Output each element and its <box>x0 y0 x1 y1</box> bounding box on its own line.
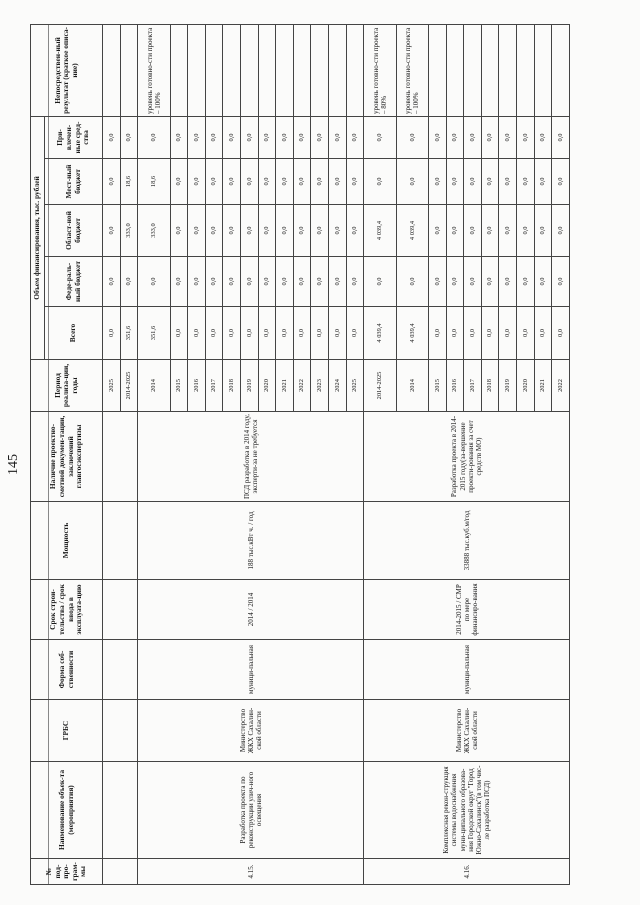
cell-attracted: 0,0 <box>276 116 294 158</box>
cell-regional: 0,0 <box>464 205 482 257</box>
cell-regional: 0,0 <box>517 205 535 257</box>
cell-total: 351,6 <box>138 307 170 360</box>
cell-result: уровень готовно-сти проекта – 100% <box>138 24 170 116</box>
cell-local: 0,0 <box>429 159 447 205</box>
cell-federal: 0,0 <box>446 257 464 307</box>
cell-federal: 0,0 <box>499 257 517 307</box>
cell-period: 2019 <box>499 360 517 412</box>
cell-result <box>552 24 570 116</box>
cell-local: 0,0 <box>188 159 206 205</box>
cell-federal: 0,0 <box>481 257 499 307</box>
header-row-group <box>31 24 45 884</box>
cell-period: 2017 <box>205 360 223 412</box>
project-psd: Разработка проекта в 2014-2015 году(за-вершение проекти-рования за счет средств МО) <box>364 412 570 502</box>
cell-regional: 0,0 <box>276 205 294 257</box>
cell-result <box>534 24 552 116</box>
cell-federal: 0,0 <box>205 257 223 307</box>
cell-regional: 0,0 <box>429 205 447 257</box>
cell-regional: 0,0 <box>170 205 188 257</box>
cell-attracted: 0,0 <box>328 116 346 158</box>
cell-regional: 0,0 <box>499 205 517 257</box>
cell-regional: 0,0 <box>205 205 223 257</box>
cell-attracted: 0,0 <box>258 116 276 158</box>
cell-total: 0,0 <box>311 307 329 360</box>
cell-total: 0,0 <box>499 307 517 360</box>
cell-result <box>481 24 499 116</box>
cell-federal: 0,0 <box>120 257 138 307</box>
cell-local: 0,0 <box>293 159 311 205</box>
cell-total: 4 039,4 <box>364 307 396 360</box>
cell-period: 2025 <box>346 360 364 412</box>
cell-federal: 0,0 <box>534 257 552 307</box>
table-row <box>103 24 121 884</box>
cell-regional: 4 039,4 <box>364 205 396 257</box>
cell-result <box>103 24 121 116</box>
cell-local: 0,0 <box>170 159 188 205</box>
cell-attracted: 0,0 <box>188 116 206 158</box>
cell-federal: 0,0 <box>170 257 188 307</box>
cell-federal: 0,0 <box>552 257 570 307</box>
cell-federal: 0,0 <box>464 257 482 307</box>
cell-total: 4 039,4 <box>396 307 428 360</box>
cell-result: уровень готовно-сти проекта – 100% <box>396 24 428 116</box>
cell-attracted: 0,0 <box>311 116 329 158</box>
cell-local: 18,6 <box>138 159 170 205</box>
cell-regional: 0,0 <box>258 205 276 257</box>
cell-period: 2014 <box>396 360 428 412</box>
cell-local: 0,0 <box>223 159 241 205</box>
cell-period: 2016 <box>446 360 464 412</box>
project-name: Разработка проекта по реконструкции улич-ного освещения <box>138 762 364 859</box>
cell-period: 2016 <box>188 360 206 412</box>
cell-total: 0,0 <box>241 307 259 360</box>
project-capacity: 188 тыс.кВт ч. / год <box>138 502 364 580</box>
cell-federal: 0,0 <box>429 257 447 307</box>
cell-local: 0,0 <box>364 159 396 205</box>
cell-local: 0,0 <box>103 159 121 205</box>
cell-period: 2018 <box>223 360 241 412</box>
project-grbs: Министерство ЖКХ Сахалин-ской области <box>138 700 364 762</box>
cell-total: 0,0 <box>534 307 552 360</box>
header-funding-group: Объем финансирования, тыс. рублей <box>31 116 45 359</box>
cell-total: 0,0 <box>517 307 535 360</box>
cell-period: 2023 <box>311 360 329 412</box>
header-local: Мест-ный бюджет <box>45 159 103 205</box>
cell-regional: 4 039,4 <box>396 205 428 257</box>
table-row <box>364 24 396 884</box>
cell-regional: 0,0 <box>223 205 241 257</box>
cell-result <box>170 24 188 116</box>
cell-period: 2022 <box>552 360 570 412</box>
project-name: Комплексная рекон-струкция системы водоснабжения муни-ципального образова-ния Городской округ "Город Южно-Сахалинск"(в том чис-ле разработка ПСД) <box>364 762 570 859</box>
cell-attracted: 0,0 <box>499 116 517 158</box>
cell-regional: 0,0 <box>293 205 311 257</box>
project-term: 2014 / 2014 <box>138 580 364 640</box>
cell-total: 0,0 <box>481 307 499 360</box>
cell-federal: 0,0 <box>517 257 535 307</box>
header-ownership: Форма соб-ственности <box>31 640 103 700</box>
cell-total: 0,0 <box>446 307 464 360</box>
cell-result <box>258 24 276 116</box>
cell-local: 0,0 <box>241 159 259 205</box>
cell-regional: 0,0 <box>311 205 329 257</box>
cell-period: 2024 <box>328 360 346 412</box>
project-ownership: муници-пальная <box>138 640 364 700</box>
cell-result <box>328 24 346 116</box>
rotated-content <box>0 25 576 885</box>
cell-local: 0,0 <box>517 159 535 205</box>
cell-local: 0,0 <box>346 159 364 205</box>
cell-total: 0,0 <box>103 307 121 360</box>
cell-total: 0,0 <box>552 307 570 360</box>
header-term: Срок строи-тельства / срок ввода в эксплуата-цию <box>31 580 103 640</box>
cell-regional: 0,0 <box>481 205 499 257</box>
cell-local: 0,0 <box>534 159 552 205</box>
cell-regional: 0,0 <box>552 205 570 257</box>
cell-federal: 0,0 <box>346 257 364 307</box>
cell-federal: 0,0 <box>311 257 329 307</box>
cell-period: 2017 <box>464 360 482 412</box>
cell-attracted: 0,0 <box>170 116 188 158</box>
cell-result <box>276 24 294 116</box>
cell-regional: 333,0 <box>120 205 138 257</box>
cell-period: 2014-2025 <box>120 360 138 412</box>
header-num: № под-про-грам-мы <box>31 859 103 885</box>
cell-local: 0,0 <box>481 159 499 205</box>
cell-period: 2021 <box>276 360 294 412</box>
cell-federal: 0,0 <box>241 257 259 307</box>
cell-total: 0,0 <box>429 307 447 360</box>
cell-attracted: 0,0 <box>293 116 311 158</box>
cell-local: 0,0 <box>499 159 517 205</box>
cell-local: 0,0 <box>396 159 428 205</box>
cell-period: 2015 <box>170 360 188 412</box>
header-regional: Област-ной бюджет <box>45 205 103 257</box>
header-name: Наименование объек-та (мероприятия) <box>31 762 103 859</box>
header-federal: Феде-раль-ный бюджет <box>45 257 103 307</box>
cell-total: 0,0 <box>188 307 206 360</box>
cell-total: 0,0 <box>328 307 346 360</box>
header-result: Непосредствен-ный результат (краткое описа-ние) <box>31 24 103 116</box>
cell-local: 0,0 <box>258 159 276 205</box>
cell-total: 351,6 <box>120 307 138 360</box>
cell-total: 0,0 <box>464 307 482 360</box>
cell-federal: 0,0 <box>138 257 170 307</box>
cell-federal: 0,0 <box>328 257 346 307</box>
header-psd: Наличие проектно-сметной докумен-тации, заключений главгосэкспертизы <box>31 412 103 502</box>
cell-total: 0,0 <box>346 307 364 360</box>
cell-local: 0,0 <box>464 159 482 205</box>
cell-result <box>293 24 311 116</box>
cell-attracted: 0,0 <box>103 116 121 158</box>
cell-federal: 0,0 <box>276 257 294 307</box>
cell-regional: 0,0 <box>328 205 346 257</box>
cell-total: 0,0 <box>205 307 223 360</box>
cell-federal: 0,0 <box>188 257 206 307</box>
cell-result <box>446 24 464 116</box>
header-period: Период реализа-ции, годы <box>31 360 103 412</box>
table-row <box>138 24 170 884</box>
cell-local: 18,6 <box>120 159 138 205</box>
cell-total: 0,0 <box>170 307 188 360</box>
header-attracted: При-влечен-ные сред-ства <box>45 116 103 158</box>
cell-regional: 0,0 <box>103 205 121 257</box>
project-psd: ПСД разработка в 2014 году, эксперти-за не требуется <box>138 412 364 502</box>
project-ownership: муници-пальная <box>364 640 570 700</box>
cell-federal: 0,0 <box>258 257 276 307</box>
cell-federal: 0,0 <box>364 257 396 307</box>
cell-attracted: 0,0 <box>223 116 241 158</box>
cell-period: 2014 <box>138 360 170 412</box>
cell-period: 2020 <box>517 360 535 412</box>
cell-attracted: 0,0 <box>446 116 464 158</box>
cell-attracted: 0,0 <box>534 116 552 158</box>
project-num: 4.15. <box>138 859 364 885</box>
cell-attracted: 0,0 <box>346 116 364 158</box>
cell-result <box>429 24 447 116</box>
cell-attracted: 0,0 <box>464 116 482 158</box>
cell-attracted: 0,0 <box>396 116 428 158</box>
cell-total: 0,0 <box>276 307 294 360</box>
header-capacity: Мощность <box>31 502 103 580</box>
cell-total: 0,0 <box>223 307 241 360</box>
cell-period: 2018 <box>481 360 499 412</box>
cell-period: 2021 <box>534 360 552 412</box>
cell-federal: 0,0 <box>103 257 121 307</box>
cell-result <box>241 24 259 116</box>
cell-total: 0,0 <box>258 307 276 360</box>
cell-result <box>499 24 517 116</box>
cell-attracted: 0,0 <box>429 116 447 158</box>
cell-attracted: 0,0 <box>517 116 535 158</box>
cell-total: 0,0 <box>293 307 311 360</box>
header-total: Всего <box>45 307 103 360</box>
cell-period: 2022 <box>293 360 311 412</box>
cell-period: 2015 <box>429 360 447 412</box>
cell-regional: 0,0 <box>446 205 464 257</box>
cell-attracted: 0,0 <box>205 116 223 158</box>
cell-regional: 0,0 <box>241 205 259 257</box>
cell-federal: 0,0 <box>293 257 311 307</box>
project-term: 2014-2015 / СМР по мере финансиро-вания <box>364 580 570 640</box>
cell-result <box>346 24 364 116</box>
cell-attracted: 0,0 <box>138 116 170 158</box>
funding-table <box>30 24 570 885</box>
cell-local: 0,0 <box>328 159 346 205</box>
cell-period: 2025 <box>103 360 121 412</box>
cell-federal: 0,0 <box>223 257 241 307</box>
cell-attracted: 0,0 <box>364 116 396 158</box>
cell-local: 0,0 <box>311 159 329 205</box>
cell-regional: 0,0 <box>188 205 206 257</box>
cell-result <box>120 24 138 116</box>
cell-period: 2020 <box>258 360 276 412</box>
cell-result <box>205 24 223 116</box>
cell-period: 2014-2025 <box>364 360 396 412</box>
cell-regional: 0,0 <box>346 205 364 257</box>
cell-attracted: 0,0 <box>120 116 138 158</box>
cell-attracted: 0,0 <box>241 116 259 158</box>
project-capacity: 33888 тыс.куб.м/год <box>364 502 570 580</box>
cell-result <box>188 24 206 116</box>
cell-regional: 0,0 <box>534 205 552 257</box>
cell-local: 0,0 <box>276 159 294 205</box>
cell-result <box>517 24 535 116</box>
project-grbs: Министерство ЖКХ Сахалин-ской области <box>364 700 570 762</box>
cell-local: 0,0 <box>552 159 570 205</box>
cell-regional: 333,0 <box>138 205 170 257</box>
project-num: 4.16. <box>364 859 570 885</box>
cell-federal: 0,0 <box>396 257 428 307</box>
cell-period: 2019 <box>241 360 259 412</box>
page-number: 145 <box>6 454 21 475</box>
cell-result <box>311 24 329 116</box>
cell-result <box>223 24 241 116</box>
cell-local: 0,0 <box>446 159 464 205</box>
cell-attracted: 0,0 <box>481 116 499 158</box>
cell-local: 0,0 <box>205 159 223 205</box>
header-grbs: ГРБС <box>31 700 103 762</box>
cell-attracted: 0,0 <box>552 116 570 158</box>
cell-result: уровень готовно-сти проекта – 80% <box>364 24 396 116</box>
cell-result <box>464 24 482 116</box>
